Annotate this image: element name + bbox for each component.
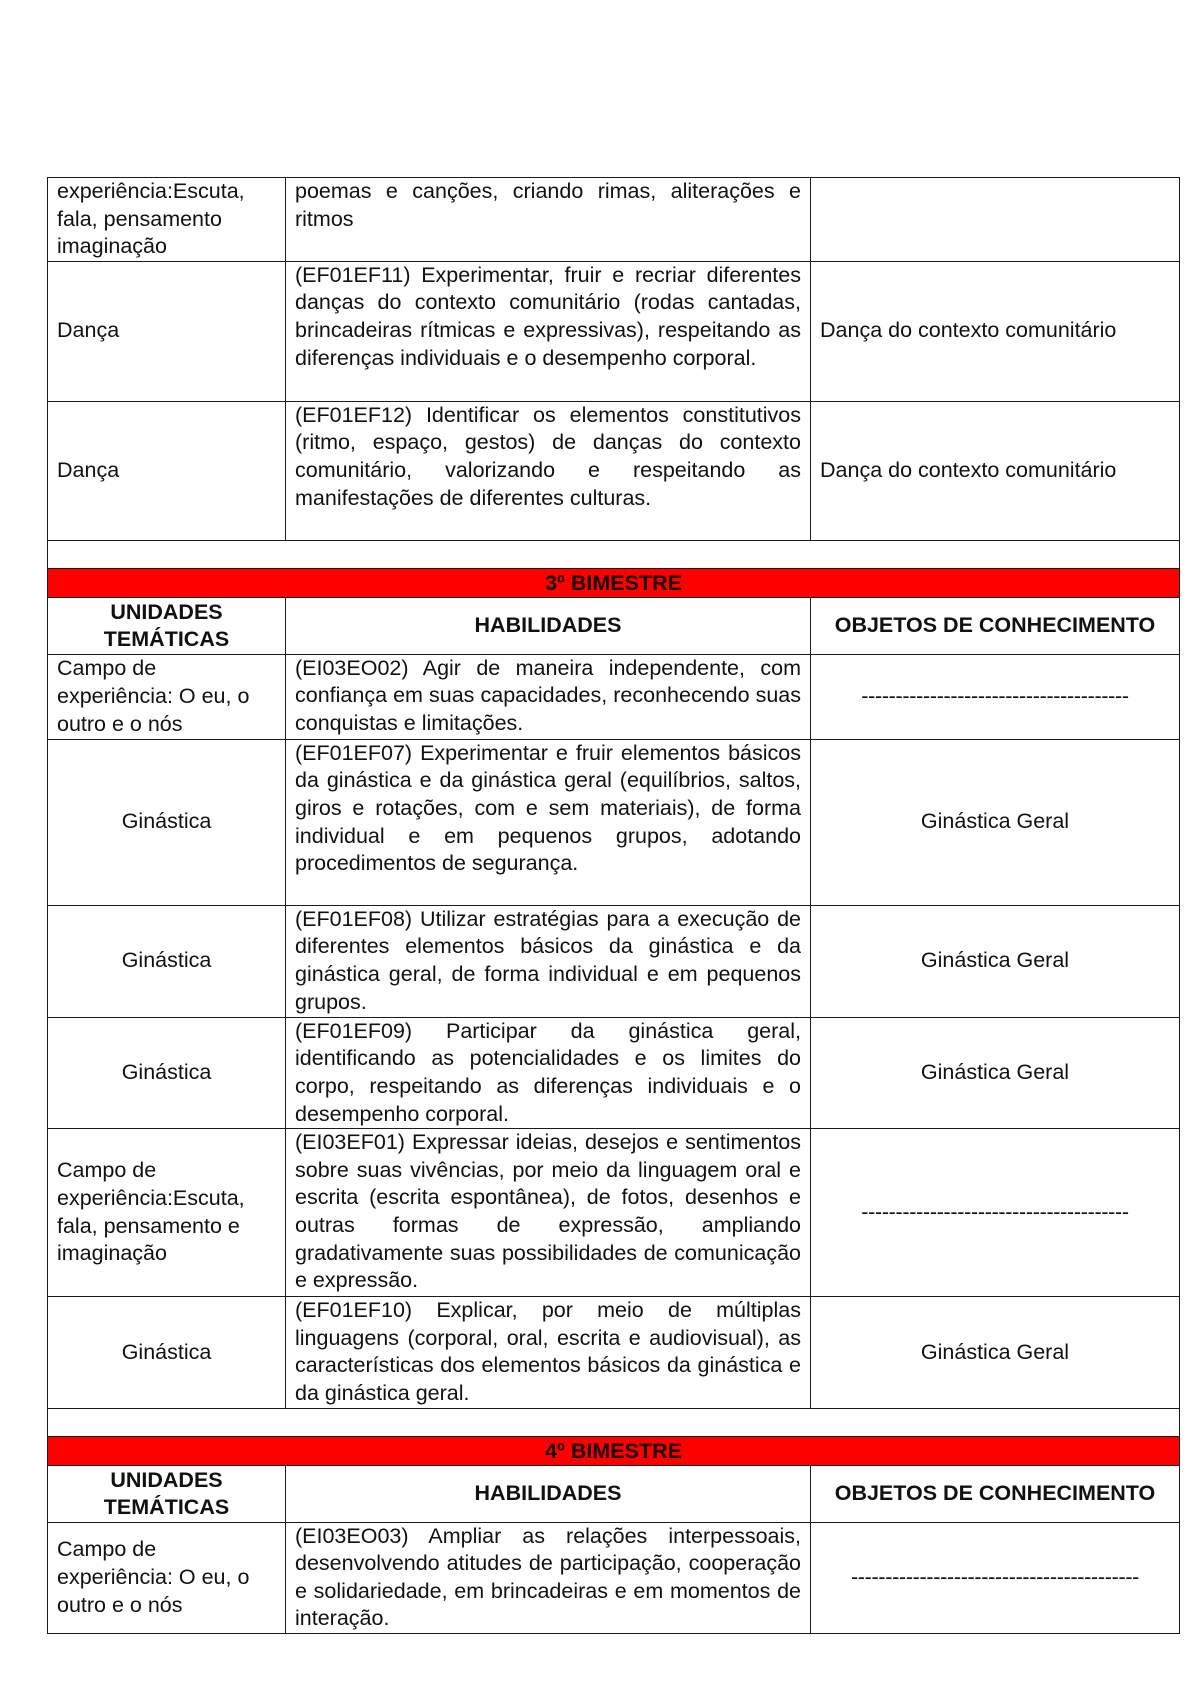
skill-cell: (EF01EF12) Identificar os elementos constitutivos (ritmo, espaço, gestos) de danças do contexto comunitário, valorizando e respeitando as manifestações de diferentes culturas. [286,401,811,540]
unit-cell: Campo de experiência:Escuta, fala, pensamento e imaginação [48,1129,286,1297]
header-objects: OBJETOS DE CONHECIMENTO [811,597,1180,654]
object-cell [811,178,1180,262]
table-row [48,1017,1180,1128]
unit-cell: Ginástica [48,905,286,1017]
table-row [48,261,1180,401]
object-cell: Dança do contexto comunitário [811,261,1180,401]
spacer-cell [48,1408,1180,1436]
bimestre-4-title: 4º BIMESTRE [48,1436,1180,1465]
skill-cell: (EF01EF08) Utilizar estratégias para a execução de diferentes elementos básicos da ginástica e da ginástica geral, de forma individual e em pequenos grupos. [286,905,811,1017]
unit-cell: experiência:Escuta, fala, pensamento imaginação [48,178,286,262]
header-row [48,597,1180,654]
unit-cell: Ginástica [48,1017,286,1128]
spacer-row [48,540,1180,568]
header-units: UNIDADES TEMÁTICAS [48,597,286,654]
spacer-row [48,1408,1180,1436]
table-row [48,739,1180,905]
unit-cell: Campo de experiência: O eu, o outro e o nós [48,1522,286,1633]
skill-cell: (EF01EF10) Explicar, por meio de múltiplas linguagens (corporal, oral, escrita e audiovisual), as características dos elementos básicos da ginástica e da ginástica geral. [286,1297,811,1408]
unit-cell: Campo de experiência: O eu, o outro e o nós [48,654,286,739]
table-row [48,1297,1180,1408]
table-row [48,1522,1180,1633]
skill-cell: (EI03EF01) Expressar ideias, desejos e sentimentos sobre suas vivências, por meio da linguagem oral e escrita (escrita espontânea), de fotos, desenhos e outras formas de expressão, ampliando gradativamente suas possibilidades de comunicação e expressão. [286,1129,811,1297]
object-cell: Dança do contexto comunitário [811,401,1180,540]
table-row [48,905,1180,1017]
object-cell: Ginástica Geral [811,1017,1180,1128]
unit-cell: Ginástica [48,1297,286,1408]
curriculum-table [47,177,1180,1634]
object-cell: Ginástica Geral [811,1297,1180,1408]
bimestre-row [48,568,1180,597]
header-row [48,1465,1180,1522]
header-units: UNIDADES TEMÁTICAS [48,1465,286,1522]
spacer-cell [48,540,1180,568]
object-cell: Ginástica Geral [811,905,1180,1017]
object-cell: ------------------------------------------ [811,1522,1180,1633]
skill-cell: (EI03EO02) Agir de maneira independente, com confiança em suas capacidades, reconhecendo suas conquistas e limitações. [286,654,811,739]
unit-cell: Dança [48,401,286,540]
table-row [48,1129,1180,1297]
skill-cell: (EF01EF09) Participar da ginástica geral, identificando as potencialidades e os limites do corpo, respeitando as diferenças individuais e o desempenho corporal. [286,1017,811,1128]
object-cell: --------------------------------------- [811,654,1180,739]
bimestre-row [48,1436,1180,1465]
skill-cell: poemas e canções, criando rimas, aliterações e ritmos [286,178,811,262]
skill-cell: (EF01EF11) Experimentar, fruir e recriar diferentes danças do contexto comunitário (rodas cantadas, brincadeiras rítmicas e expressivas), respeitando as diferenças individuais e o desempenho corporal. [286,261,811,401]
table-row [48,654,1180,739]
table-row [48,178,1180,262]
skill-cell: (EI03EO03) Ampliar as relações interpessoais, desenvolvendo atitudes de participação, cooperação e solidariedade, em brincadeiras e em momentos de interação. [286,1522,811,1633]
skill-cell: (EF01EF07) Experimentar e fruir elementos básicos da ginástica e da ginástica geral (equilíbrios, saltos, giros e rotações, com e sem materiais), de forma individual e em pequenos grupos, adotando procedimentos de segurança. [286,739,811,905]
unit-cell: Dança [48,261,286,401]
object-cell: Ginástica Geral [811,739,1180,905]
bimestre-3-title: 3º BIMESTRE [48,568,1180,597]
object-cell: --------------------------------------- [811,1129,1180,1297]
table-row [48,401,1180,540]
header-objects: OBJETOS DE CONHECIMENTO [811,1465,1180,1522]
header-skills: HABILIDADES [286,597,811,654]
header-skills: HABILIDADES [286,1465,811,1522]
unit-cell: Ginástica [48,739,286,905]
